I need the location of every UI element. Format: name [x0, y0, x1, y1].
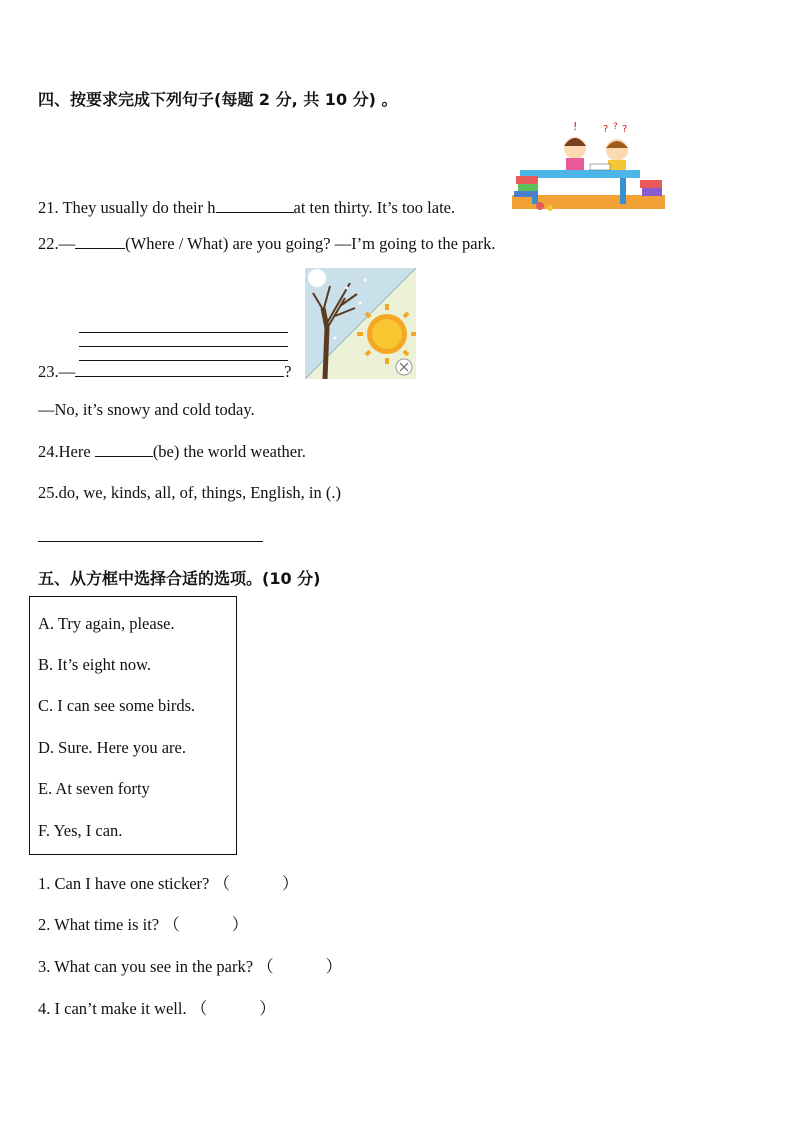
svg-text:?: ?: [622, 124, 628, 135]
kids-reading-icon: [510, 120, 665, 215]
question-22-blank[interactable]: [75, 234, 125, 249]
question-24-text-a: Here: [58, 442, 95, 461]
question-23-answer: —No, it’s snowy and cold today.: [38, 400, 255, 419]
option-f: F. Yes, I can.: [38, 821, 123, 840]
question-23-end: ?: [284, 362, 292, 381]
question-25-answer-line[interactable]: [38, 541, 263, 542]
svg-text:?: ?: [603, 124, 609, 135]
match-question-3: [38, 953, 342, 977]
question-24-text-b: (be) the world weather.: [152, 442, 306, 461]
match-question-2: [38, 911, 248, 935]
question-24-blank[interactable]: [95, 442, 153, 457]
kids-reading-illustration: [510, 120, 665, 215]
match-question-1-text: 1. Can I have one sticker?: [38, 874, 210, 893]
answer-line-3[interactable]: [79, 360, 288, 361]
option-b: B. It’s eight now.: [38, 655, 152, 674]
options-box: [29, 596, 237, 855]
close-icon[interactable]: [396, 359, 412, 375]
answer-paren-close: ）: [231, 915, 249, 934]
question-22: [38, 234, 496, 254]
section-4-title: 四、按要求完成下列句子(每题 2 分, 共 10 分) 。: [38, 90, 398, 109]
question-25: [38, 483, 341, 503]
question-24-number: 24.: [38, 442, 59, 461]
answer-paren-open: （: [190, 999, 208, 1018]
question-23-number: 23.: [38, 362, 59, 381]
option-c: C. I can see some birds.: [38, 696, 196, 715]
answer-paren-open: （: [213, 874, 230, 893]
match-question-2-text: 2. What time is it?: [38, 915, 160, 934]
answer-paren-open: （: [163, 915, 180, 934]
winter-summer-icon: [305, 268, 416, 379]
answer-paren-close: ）: [259, 999, 276, 1018]
question-23-blank[interactable]: [75, 362, 284, 377]
question-21-blank[interactable]: [216, 198, 294, 213]
option-d: D. Sure. Here you are.: [38, 738, 186, 757]
question-22-dash: —: [58, 234, 76, 253]
answer-paren-close: ）: [281, 874, 299, 893]
match-question-1: [38, 870, 298, 894]
answer-paren-open: （: [257, 957, 274, 976]
option-a: A. Try again, please.: [38, 614, 175, 633]
match-question-4-text: 4. I can’t make it well.: [38, 999, 187, 1018]
question-25-number: 25.: [38, 483, 59, 502]
svg-text:!: !: [573, 120, 578, 133]
answer-paren-close: ）: [325, 957, 343, 976]
option-e: E. At seven forty: [38, 779, 150, 798]
answer-line-1[interactable]: [79, 332, 288, 333]
weather-illustration: [305, 268, 416, 379]
question-21-number: 21: [38, 198, 55, 217]
question-24: [38, 442, 306, 462]
question-21-text-a: . They usually do their h: [54, 198, 216, 217]
question-21: [38, 198, 455, 218]
section-5-title: 五、从方框中选择合适的选项。(10 分): [38, 569, 321, 588]
answer-line-2[interactable]: [79, 346, 288, 347]
question-23-dash: —: [58, 362, 76, 381]
question-23: [38, 362, 291, 382]
question-22-text: (Where / What) are you going? —I’m going to the park.: [125, 234, 496, 253]
question-21-text-b: at ten thirty. It’s too late.: [293, 198, 456, 217]
question-22-number: 22.: [38, 234, 59, 253]
match-question-3-text: 3. What can you see in the park?: [38, 957, 254, 976]
svg-text:?: ?: [613, 122, 618, 132]
match-question-4: [38, 995, 276, 1019]
question-25-words: do, we, kinds, all, of, things, English, in (.): [58, 483, 341, 502]
